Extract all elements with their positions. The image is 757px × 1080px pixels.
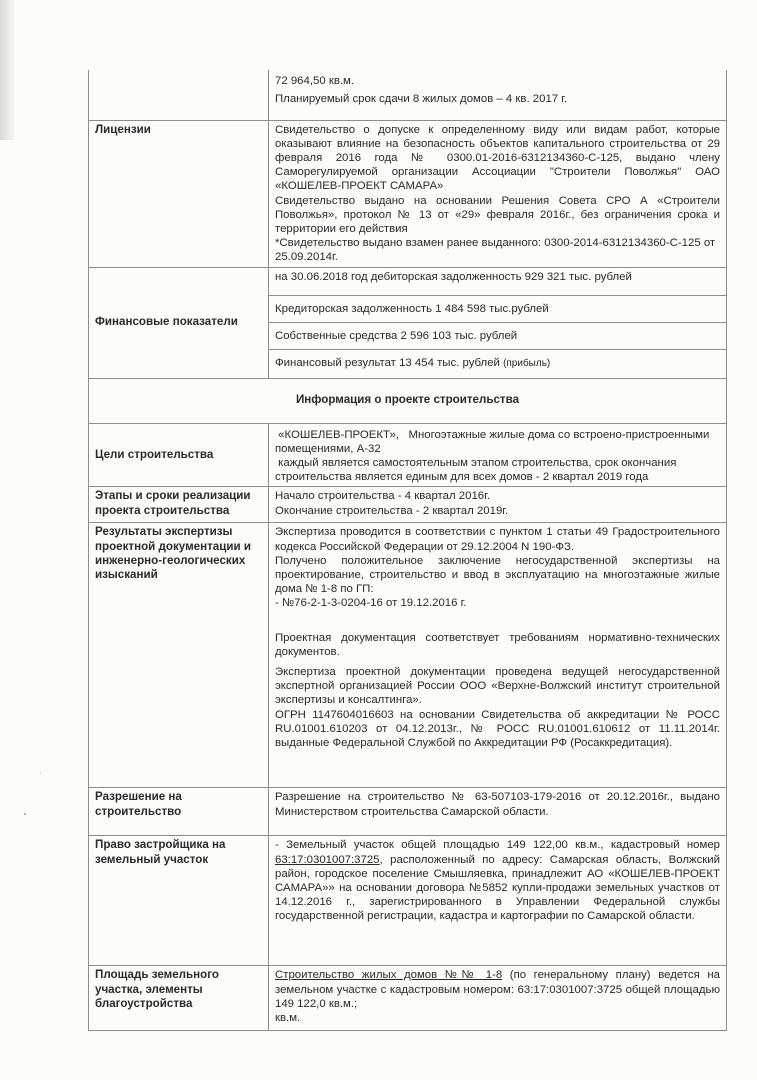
handover-date: Планируемый срок сдачи 8 жилых домов – 4 кв. 2017 г. bbox=[275, 93, 568, 106]
area-label-cell bbox=[89, 70, 269, 120]
table-row-land-area bbox=[89, 966, 727, 1031]
finance-receivables: на 30.06.2018 год дебиторская задолженность 929 321 тыс. рублей bbox=[269, 268, 726, 296]
project-declaration-table bbox=[88, 70, 727, 1031]
area-value: 72 964,50 кв.м. bbox=[275, 75, 355, 87]
expertise-conclusion: Получено положительное заключение негосударственной экспертизы на проектирование, строительство и ввод в эксплуатацию на многоэтажные жилые дома № 1-8 по ГП: bbox=[275, 554, 720, 596]
goals-line-1: «КОШЕЛЕВ-ПРОЕКТ», Многоэтажные жилые дома со встроено-пристроенными помещениями, А-32 bbox=[275, 428, 713, 455]
finance-payables: Кредиторская задолженность 1 484 598 тыс.рублей bbox=[269, 296, 726, 323]
land-right-value-cell: - Земельный участок общей площадью 149 122,00 кв.м., кадастровый номер 63:17:0301007:3725, расположенный по адресу: Самарская область, Волжский район, городское поселение Смышляевка, принадлежит АО «КОШЕЛЕВ-ПРОЕКТ САМАРА»» на основании договора №5852 купли-продажи земельных участков от 14.12.2016 г., зарегистрированного в Управлении Федеральной службы государственной регистрации, кадастра и картографии по Самарской области. bbox=[269, 836, 727, 966]
expertise-label: Результаты экспертизы проектной документации и инженерно-геологических изысканий bbox=[95, 525, 251, 581]
expertise-value-cell bbox=[269, 523, 727, 788]
finance-value-cell bbox=[269, 267, 727, 378]
land-right-label: Право застройщика на земельный участок bbox=[95, 838, 226, 866]
license-basis: Свидетельство выдано на основании Решения Совета СРО А «Строители Поволжья», протокол № 13 от «29» февраля 2016г., без ограничения срока и территории его действия bbox=[275, 194, 720, 235]
goals-value-cell bbox=[269, 423, 727, 487]
license-certificate: Свидетельство о допуске к определенному виду или видам работ, которые оказывают влияние на безопасность объектов капитального строительства от 29 февраля 2016 года № 0300.01-2016-6312134360-С-125, выдано члену Саморегулируемой организации Ассоциации "Строители Поволжья" ОАО «КОШЕЛЕВ-ПРОЕКТ САМАРА» bbox=[275, 123, 720, 193]
expertise-compliance: Проектная документация соответствует требованиям нормативно-технических документов. bbox=[275, 631, 720, 658]
licenses-label: Лицензии bbox=[95, 122, 151, 136]
finance-label: Финансовые показатели bbox=[95, 315, 238, 329]
table-row-goals bbox=[89, 423, 727, 487]
scan-speck bbox=[40, 772, 41, 773]
table-row-licenses bbox=[89, 120, 727, 267]
table-row-area bbox=[89, 70, 727, 120]
permit-value: Разрешение на строительство № 63-507103-179-2016 от 20.12.2016г., выдано Министерством строительства Самарской области. bbox=[269, 788, 727, 836]
profit-note: (прибыль) bbox=[503, 357, 551, 369]
scan-speck bbox=[24, 813, 26, 815]
table-row-expertise bbox=[89, 523, 727, 788]
expertise-accreditation: ОГРН 1147604016603 на основании Свидетельства об аккредитации № РОСС RU.01001.610203 от 04.12.2013г., № РОСС RU.01001.610612 от 11.11.2014г. выданные Федеральной Службой по Аккредитации РФ (Росаккредитация). bbox=[275, 708, 720, 749]
table-row-finance bbox=[89, 267, 727, 378]
licenses-value-cell bbox=[269, 120, 727, 267]
land-area-unit: кв.м. bbox=[275, 1011, 301, 1024]
license-replacement-note: *Свидетельство выдано взамен ранее выданного: 0300-2014-6312134360-С-125 от 25.09.2014г. bbox=[275, 237, 716, 264]
goals-label: Цели строительства bbox=[95, 447, 214, 461]
finance-equity: Собственные средства 2 596 103 тыс. рублей bbox=[269, 323, 726, 350]
goals-line-2: каждый является самостоятельным этапом строительства, срок окончания строительства является единым для всех домов - 2 квартал 2019 года bbox=[275, 456, 680, 484]
expertise-basis: Экспертиза проводится в соответствии с пунктом 1 статьи 49 Градостроительного кодекса Российской Федерации от 29.12.2004 N 190-ФЗ. bbox=[275, 526, 720, 553]
construction-start: Начало строительства - 4 квартал 2016г. bbox=[275, 490, 491, 503]
finance-result: Финансовый результат 13 454 тыс. рублей (прибыль) bbox=[275, 356, 551, 369]
land-area-label: Площадь земельного участка, элементы благоустройства bbox=[95, 968, 219, 1010]
table-row-permit bbox=[89, 788, 727, 836]
section-header-row bbox=[89, 378, 727, 423]
expertise-organization: Экспертиза проектной документации проведена ведущей негосударственной экспертной организацией России ООО «Верхне-Волжский институт строительной экспертизы и консалтинга». bbox=[275, 665, 720, 707]
cadastral-number: 63:17:0301007:3725 bbox=[275, 853, 380, 866]
section-title: Информация о проекте строительства bbox=[295, 393, 520, 407]
table-row-land-right bbox=[89, 836, 727, 966]
permit-label: Разрешение на строительство bbox=[95, 790, 182, 818]
stages-value-cell bbox=[269, 487, 727, 523]
expertise-number: - №76-2-1-3-0204-16 от 19.12.2016 г. bbox=[275, 597, 467, 610]
land-area-value-cell: Строительство жилых домов №№ 1-8 (по генеральному плану) ведется на земельном участке с кадастровым номером: 63:17:0301007:3725 общей площадью 149 122,0 кв.м.; кв.м. bbox=[269, 966, 727, 1031]
stages-label: Этапы и сроки реализации проекта строительства bbox=[95, 489, 251, 517]
scan-edge-shadow bbox=[0, 0, 14, 140]
houses-range: Строительство жилых домов №№ 1-8 bbox=[275, 969, 503, 982]
construction-end: Окончание строительства - 2 квартал 2019г. bbox=[275, 504, 509, 517]
area-value-cell bbox=[269, 70, 727, 120]
table-row-stages bbox=[89, 487, 727, 523]
